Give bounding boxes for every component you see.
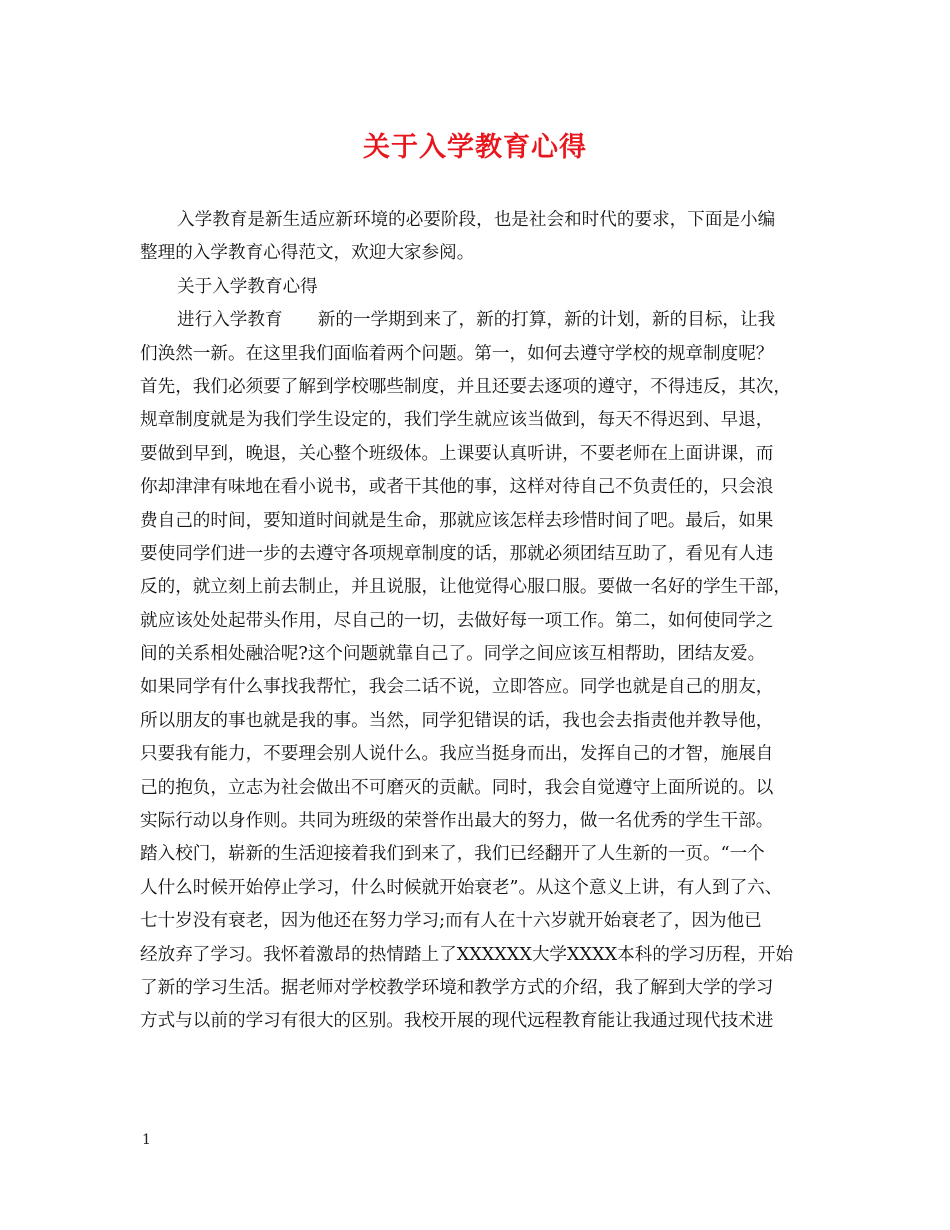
page-number: 1 xyxy=(142,1132,151,1148)
paragraph-line: 实际行动以身作则。共同为班级的荣誉作出最大的努力，做一名优秀的学生干部。 xyxy=(140,811,774,832)
paragraph-line: 首先，我们必须要了解到学校哪些制度，并且还要去逐项的遵守，不得违反，其次， xyxy=(140,376,791,397)
paragraph-line: 费自己的时间，要知道时间就是生命，那就应该怎样去珍惜时间了吧。最后，如果 xyxy=(140,510,774,531)
document-body xyxy=(140,204,810,1039)
paragraph-line: 进行入学教育 新的一学期到来了，新的打算，新的计划，新的目标，让我 xyxy=(177,310,776,331)
paragraph-line: 方式与以前的学习有很大的区别。我校开展的现代远程教育能让我通过现代技术进 xyxy=(140,1011,774,1032)
paragraph-line: 要做到早到，晚退，关心整个班级体。上课要认真听讲，不要老师在上面讲课，而 xyxy=(140,443,774,464)
paragraph-line: 间的关系相处融洽呢?这个问题就靠自己了。同学之间应该互相帮助，团结友爱。 xyxy=(140,644,766,665)
paragraph-line: 所以朋友的事也就是我的事。当然，同学犯错误的话，我也会去指责他并教导他， xyxy=(140,710,774,731)
section-heading: 关于入学教育心得 xyxy=(177,276,318,297)
paragraph-line: 七十岁没有衰老，因为他还在努力学习;而有人在十六岁就开始衰老了，因为他已 xyxy=(140,911,762,932)
paragraph-line: 人什么时候开始停止学习，什么时候就开始衰老”。从这个意义上讲，有人到了六、 xyxy=(140,877,783,898)
paragraph-line: 反的，就立刻上前去制止，并且说服，让他觉得心服口服。要做一名好的学生干部， xyxy=(140,577,791,598)
paragraph-line: 整理的入学教育心得范文，欢迎大家参阅。 xyxy=(140,243,475,264)
paragraph-line: 入学教育是新生适应新环境的必要阶段，也是社会和时代的要求，下面是小编 xyxy=(177,210,776,230)
paragraph-line: 要使同学们进一步的去遵守各项规章制度的话，那就必须团结互助了，看见有人违 xyxy=(140,543,774,564)
paragraph-line: 就应该处处起带头作用，尽自己的一切，去做好每一项工作。第二，如何使同学之 xyxy=(140,610,774,631)
paragraph-line: 规章制度就是为我们学生设定的，我们学生就应该当做到，每天不得迟到、早退， xyxy=(140,410,774,431)
paragraph-line: 己的抱负，立志为社会做出不可磨灭的贡献。同时，我会自觉遵守上面所说的。以 xyxy=(140,777,774,798)
document-title: 关于入学教育心得 xyxy=(363,132,587,163)
paragraph-line: 踏入校门，崭新的生活迎接着我们到来了，我们已经翻开了人生新的一页。“一个 xyxy=(140,844,765,865)
paragraph-line: 只要我有能力，不要理会别人说什么。我应当挺身而出，发挥自己的才智，施展自 xyxy=(140,744,774,765)
paragraph-line: 你却津津有味地在看小说书，或者干其他的事，这样对待自己不负责任的，只会浪 xyxy=(140,477,774,498)
paragraph-line: 如果同学有什么事找我帮忙，我会二话不说，立即答应。同学也就是自己的朋友， xyxy=(140,677,774,698)
paragraph-line: 经放弃了学习。我怀着激昂的热情踏上了XXXXXX大学XXXX本科的学习历程，开始 xyxy=(140,944,794,965)
paragraph-line: 了新的学习生活。据老师对学校教学环境和教学方式的介绍，我了解到大学的学习 xyxy=(140,977,774,998)
paragraph-line: 们涣然一新。在这里我们面临着两个问题。第一，如何去遵守学校的规章制度呢？ xyxy=(140,343,774,364)
